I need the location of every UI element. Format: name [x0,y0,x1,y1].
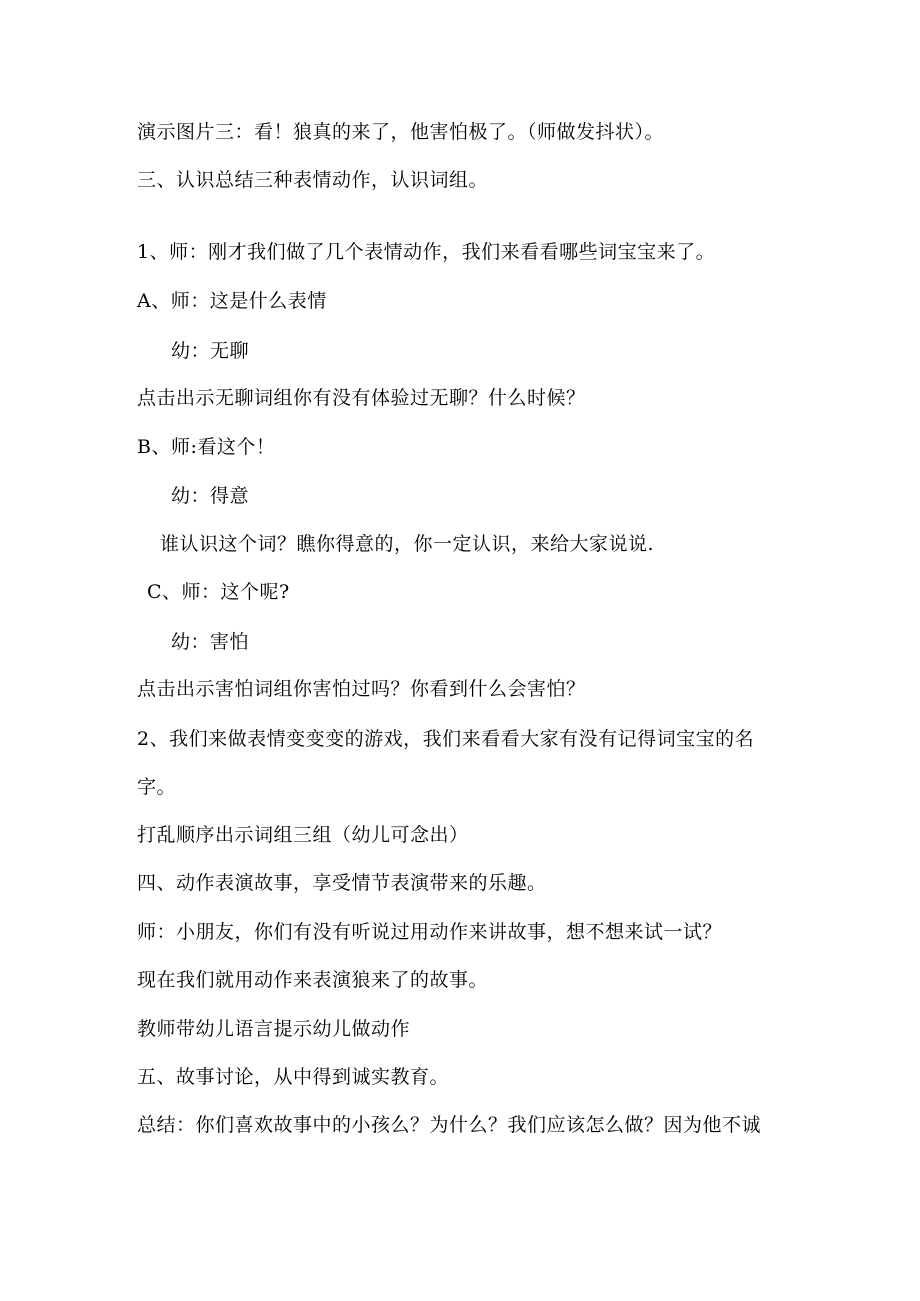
section-heading: 三、认识总结三种表情动作，认识词组。 [137,169,489,191]
text-line: 字。 [137,776,177,798]
text-line: 谁认识这个词？瞧你得意的，你一定认识，来给大家说说. [160,533,655,555]
text-line: B、师:看这个！ [137,436,276,458]
text-line: 2、我们来做表情变变变的游戏，我们来看看大家有没有记得词宝宝的名 [137,728,755,750]
text-line: 1、师：刚才我们做了几个表情动作，我们来看看哪些词宝宝来了。 [137,241,716,263]
text-line: A、师：这是什么表情 [137,290,327,312]
text-line: 点击出示无聊词组你有没有体验过无聊？什么时候？ [137,387,586,409]
text-line: 幼：得意 [171,485,250,507]
text-line: 师：小朋友，你们有没有听说过用动作来讲故事，想不想来试一试？ [137,921,723,943]
text-line: C、师：这个呢? [147,581,290,603]
section-heading: 五、故事讨论，从中得到诚实教育。 [137,1066,450,1088]
section-heading: 四、动作表演故事，享受情节表演带来的乐趣。 [137,872,547,894]
text-line: 教师带幼儿语言提示幼儿做动作 [137,1018,411,1040]
text-line: 打乱顺序出示词组三组（幼儿可念出） [137,824,469,846]
text-line: 演示图片三：看！狼真的来了，他害怕极了。（师做发抖状）。 [137,121,665,143]
text-line: 幼：害怕 [171,631,250,653]
text-line: 幼：无聊 [171,340,250,362]
text-line: 点击出示害怕词组你害怕过吗？你看到什么会害怕？ [137,678,586,700]
text-line: 总结：你们喜欢故事中的小孩么？为什么？我们应该怎么做？因为他不诚 [137,1114,762,1136]
text-line: 现在我们就用动作来表演狼来了的故事。 [137,969,489,991]
